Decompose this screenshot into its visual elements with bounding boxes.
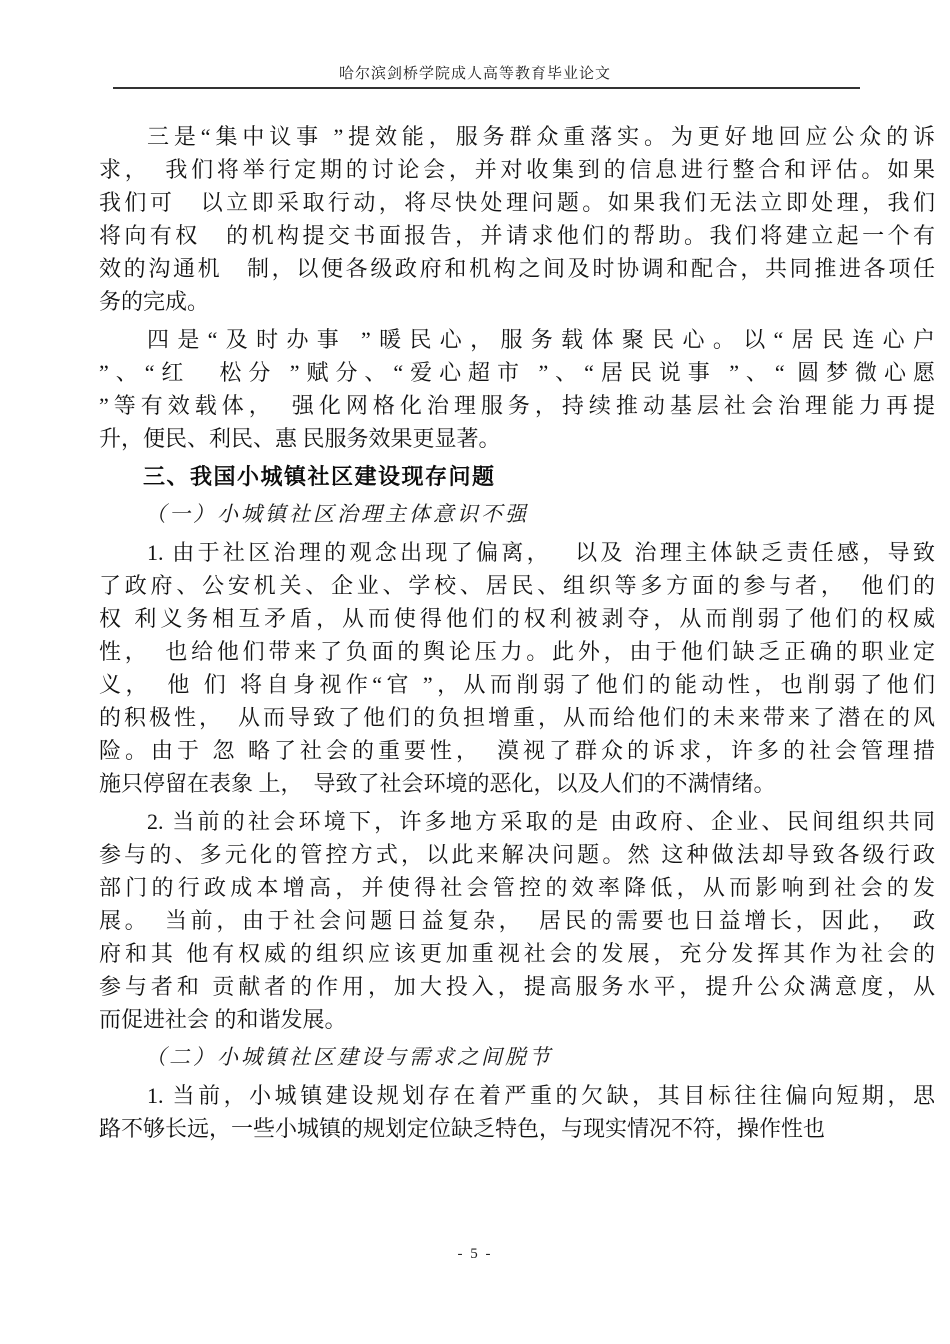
page-number: - 5 - xyxy=(457,1246,493,1262)
text-line: 务的完成。 xyxy=(99,289,210,314)
text-line: 1. 由于社区治理的观念出现了偏离， 以及 治理主体缺乏责任感，导致 xyxy=(147,540,935,565)
paragraph xyxy=(99,1079,935,1145)
text-line: 府和其 他有权威的组织应该更加重视社会的发展，充分发挥其作为社会的 xyxy=(99,941,935,966)
text-line: 的积极性， 从而导致了他们的负担增重，从而给他们的未来带来了潜在的风 xyxy=(99,705,935,730)
text-line: ”、“红 松分 ”赋分、“爱心超市 ”、“居民说事 ”、“ 圆梦微心愿 xyxy=(99,360,935,385)
text-line: 三是“集中议事 ”提效能，服务群众重落实。为更好地回应公众的诉 xyxy=(147,124,935,149)
text-line: 将向有权 的机构提交书面报告，并请求他们的帮助。我们将建立起一个有 xyxy=(99,223,935,248)
section-heading: 三、我国小城镇社区建设现存问题 xyxy=(143,464,496,489)
paragraph xyxy=(99,536,935,800)
text-line: 参与的、多元化的管控方式，以此来解决问题。然 这种做法却导致各级行政 xyxy=(99,842,935,867)
text-line: 施只停留在表象 上， 导致了社会环境的恶化，以及人们的不满情绪。 xyxy=(99,771,776,796)
text-line: 险。由于 忽 略了社会的重要性， 漠视了群众的诉求，许多的社会管理措 xyxy=(99,738,935,763)
running-header-title: 哈尔滨剑桥学院成人高等教育毕业论文 xyxy=(338,66,611,82)
text-line: 我们可 以立即采取行动，将尽快处理问题。如果我们无法立即处理，我们 xyxy=(99,190,935,215)
header-rule-divider xyxy=(113,87,860,89)
text-line: ”等有效载体， 强化网格化治理服务，持续推动基层社会治理能力再提 xyxy=(99,393,935,418)
paragraph xyxy=(99,323,935,455)
text-line: 效的沟通机 制，以便各级政府和机构之间及时协调和配合，共同推进各项任 xyxy=(99,256,935,281)
text-line: 性， 也给他们带来了负面的舆论压力。此外，由于他们缺乏正确的职业定 xyxy=(99,639,935,664)
document-body xyxy=(99,120,935,1145)
text-line: 权 利义务相互矛盾，从而使得他们的权利被剥夺，从而削弱了他们的权威 xyxy=(99,606,935,631)
text-line: 展。 当前，由于社会问题日益复杂， 居民的需要也日益增长，因此， 政 xyxy=(99,908,935,933)
subsection-heading: （一）小城镇社区治理主体意识不强 xyxy=(145,502,529,526)
text-line: 参与者和 贡献者的作用，加大投入，提高服务水平，提升公众满意度，从 xyxy=(99,974,935,999)
text-line: 2. 当前的社会环境下，许多地方采取的是 由政府、企业、民间组织共同 xyxy=(147,809,935,834)
paragraph xyxy=(99,805,935,1036)
text-line: 路不够长远，一些小城镇的规划定位缺乏特色，与现实情况不符，操作性也 xyxy=(99,1116,826,1141)
subsection-heading: （二）小城镇社区建设与需求之间脱节 xyxy=(145,1045,553,1069)
paragraph xyxy=(99,120,935,318)
text-line: 求， 我们将举行定期的讨论会，并对收集到的信息进行整合和评估。如果 xyxy=(99,157,935,182)
text-line: 部门的行政成本增高，并使得社会管控的效率降低，从而影响到社会的发 xyxy=(99,875,935,900)
text-line: 义， 他 们 将自身视作“官 ”，从而削弱了他们的能动性，也削弱了他们 xyxy=(99,672,935,697)
text-line: 1. 当前，小城镇建设规划存在着严重的欠缺，其目标往往偏向短期，思 xyxy=(147,1083,935,1108)
text-line: 了政府、公安机关、企业、学校、居民、组织等多方面的参与者， 他们的 xyxy=(99,573,935,598)
text-line: 四是“及时办事 ”暖民心，服务载体聚民心。以“居民连心户 xyxy=(147,327,935,352)
text-line: 而促进社会 的和谐发展。 xyxy=(99,1007,347,1032)
text-line: 升，便民、利民、惠 民服务效果更显著。 xyxy=(99,426,501,451)
